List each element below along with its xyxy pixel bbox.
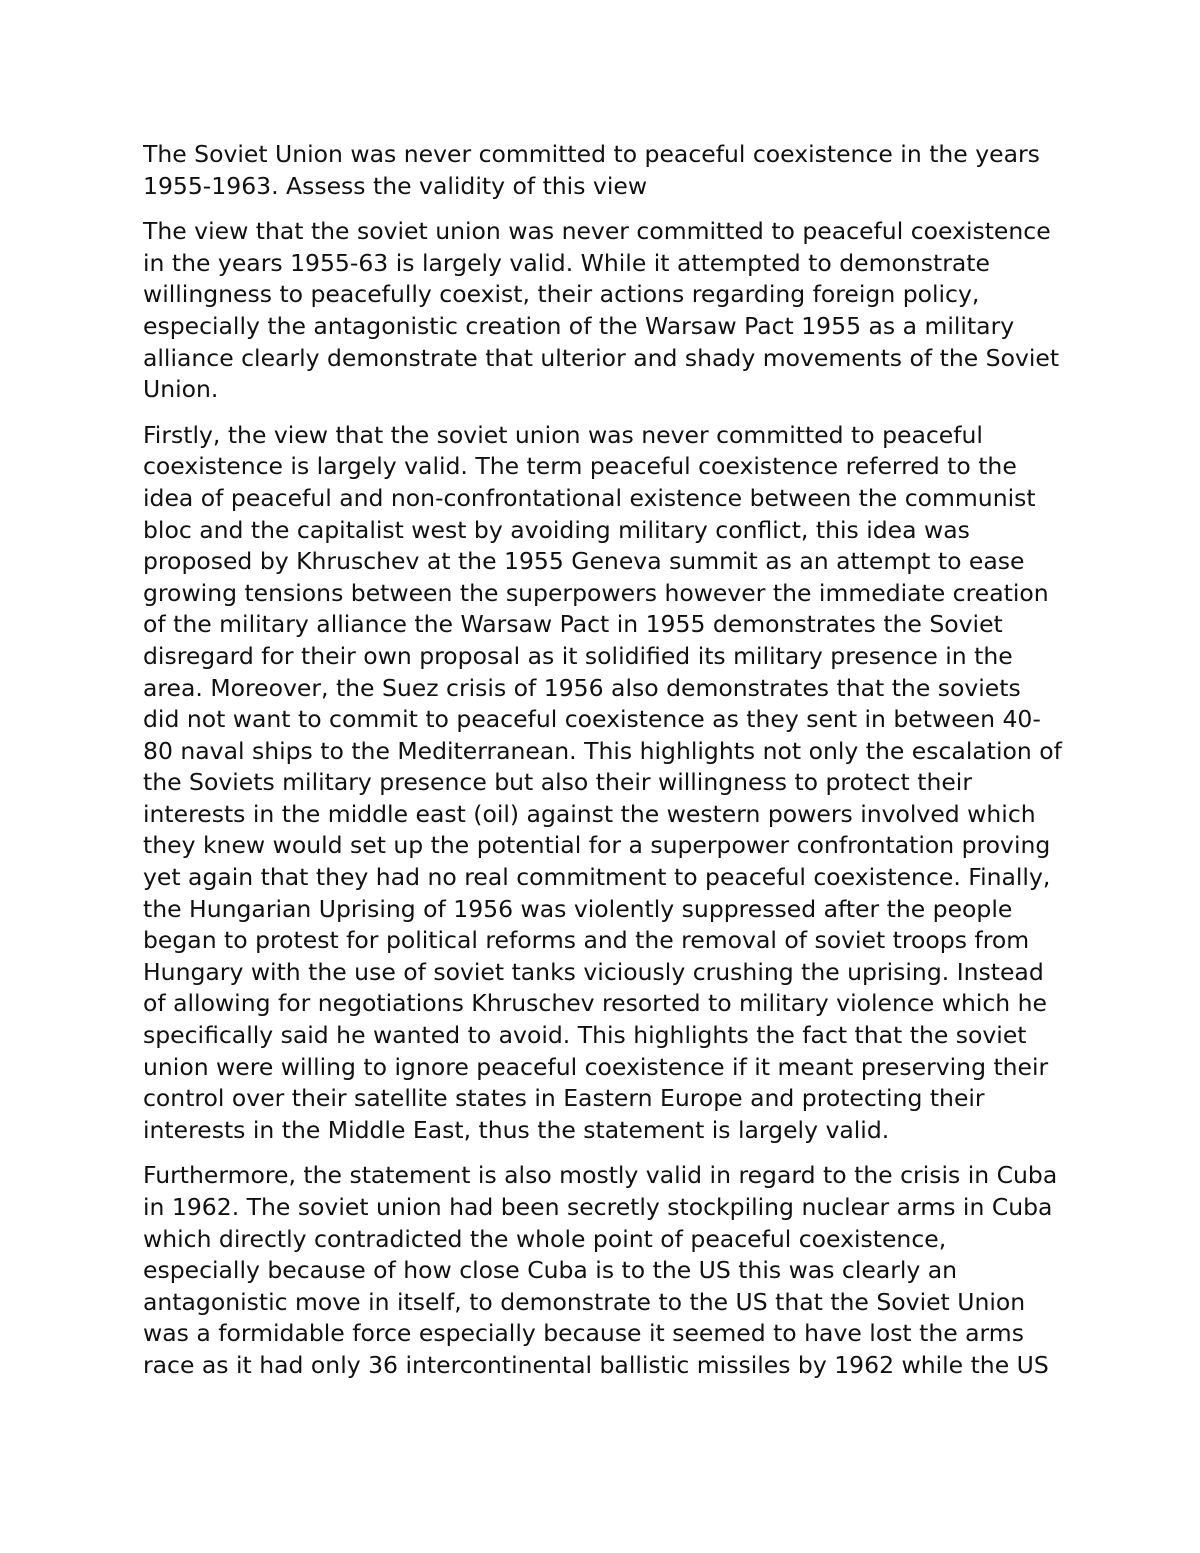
paragraph-introduction: The view that the soviet union was never committed to peaceful coexistence in the years 1955-63 is largely valid. While it attempted to demonstrate willingness to peacefully coexist, their actions regarding foreign policy, especially the antagonistic creation of the Warsaw Pact 1955 as a military alliance clearly demonstrate that ulterior and shady movements of the Soviet Union. bbox=[143, 217, 1060, 404]
paragraph-firstly: Firstly, the view that the soviet union was never committed to peaceful coexistence is largely valid. The term peaceful coexistence referred to the idea of peaceful and non-confrontational existence between the communist bloc and the capitalist west by avoiding military conflict, this idea was proposed by Khruschev at the 1955 Geneva summit as an attempt to ease growing tensions between the superpowers however the immediate creation of the military alliance the Warsaw Pact in 1955 demonstrates the Soviet disregard for their own proposal as it solidified its military presence in the area. Moreover, the Suez crisis of 1956 also demonstrates that the soviets did not want to commit to peaceful coexistence as they sent in between 40-80 naval ships to the Mediterranean. This highlights not only the escalation of the Soviets military presence but also their willingness to protect their interests in the middle east (oil) against the western powers involved which they knew would set up the potential for a superpower confrontation proving yet again that they had no real commitment to peaceful coexistence. Finally, the Hungarian Uprising of 1956 was violently suppressed after the people began to protest for political reforms and the removal of soviet troops from Hungary with the use of soviet tanks viciously crushing the uprising. Instead of allowing for negotiations Khruschev resorted to military violence which he specifically said he wanted to avoid. This highlights the fact that the soviet union were willing to ignore peaceful coexistence if it meant preserving their control over their satellite states in Eastern Europe and protecting their interests in the Middle East, thus the statement is largely valid. bbox=[143, 420, 1062, 1144]
paragraph-furthermore: Furthermore, the statement is also mostly valid in regard to the crisis in Cuba in 1962. The soviet union had been secretly stockpiling nuclear arms in Cuba which directly contradicted the whole point of peaceful coexistence, especially because of how close Cuba is to the US this was clearly an antagonistic move in itself, to demonstrate to the US that the Soviet Union was a formidable force especially because it seemed to have lost the arms race as it had only 36 intercontinental ballistic missiles by 1962 while the US bbox=[143, 1161, 1058, 1379]
essay-question: The Soviet Union was never committed to peaceful coexistence in the years 1955-1963. Assess the validity of this view bbox=[143, 140, 1040, 200]
document-body bbox=[143, 139, 1063, 1396]
